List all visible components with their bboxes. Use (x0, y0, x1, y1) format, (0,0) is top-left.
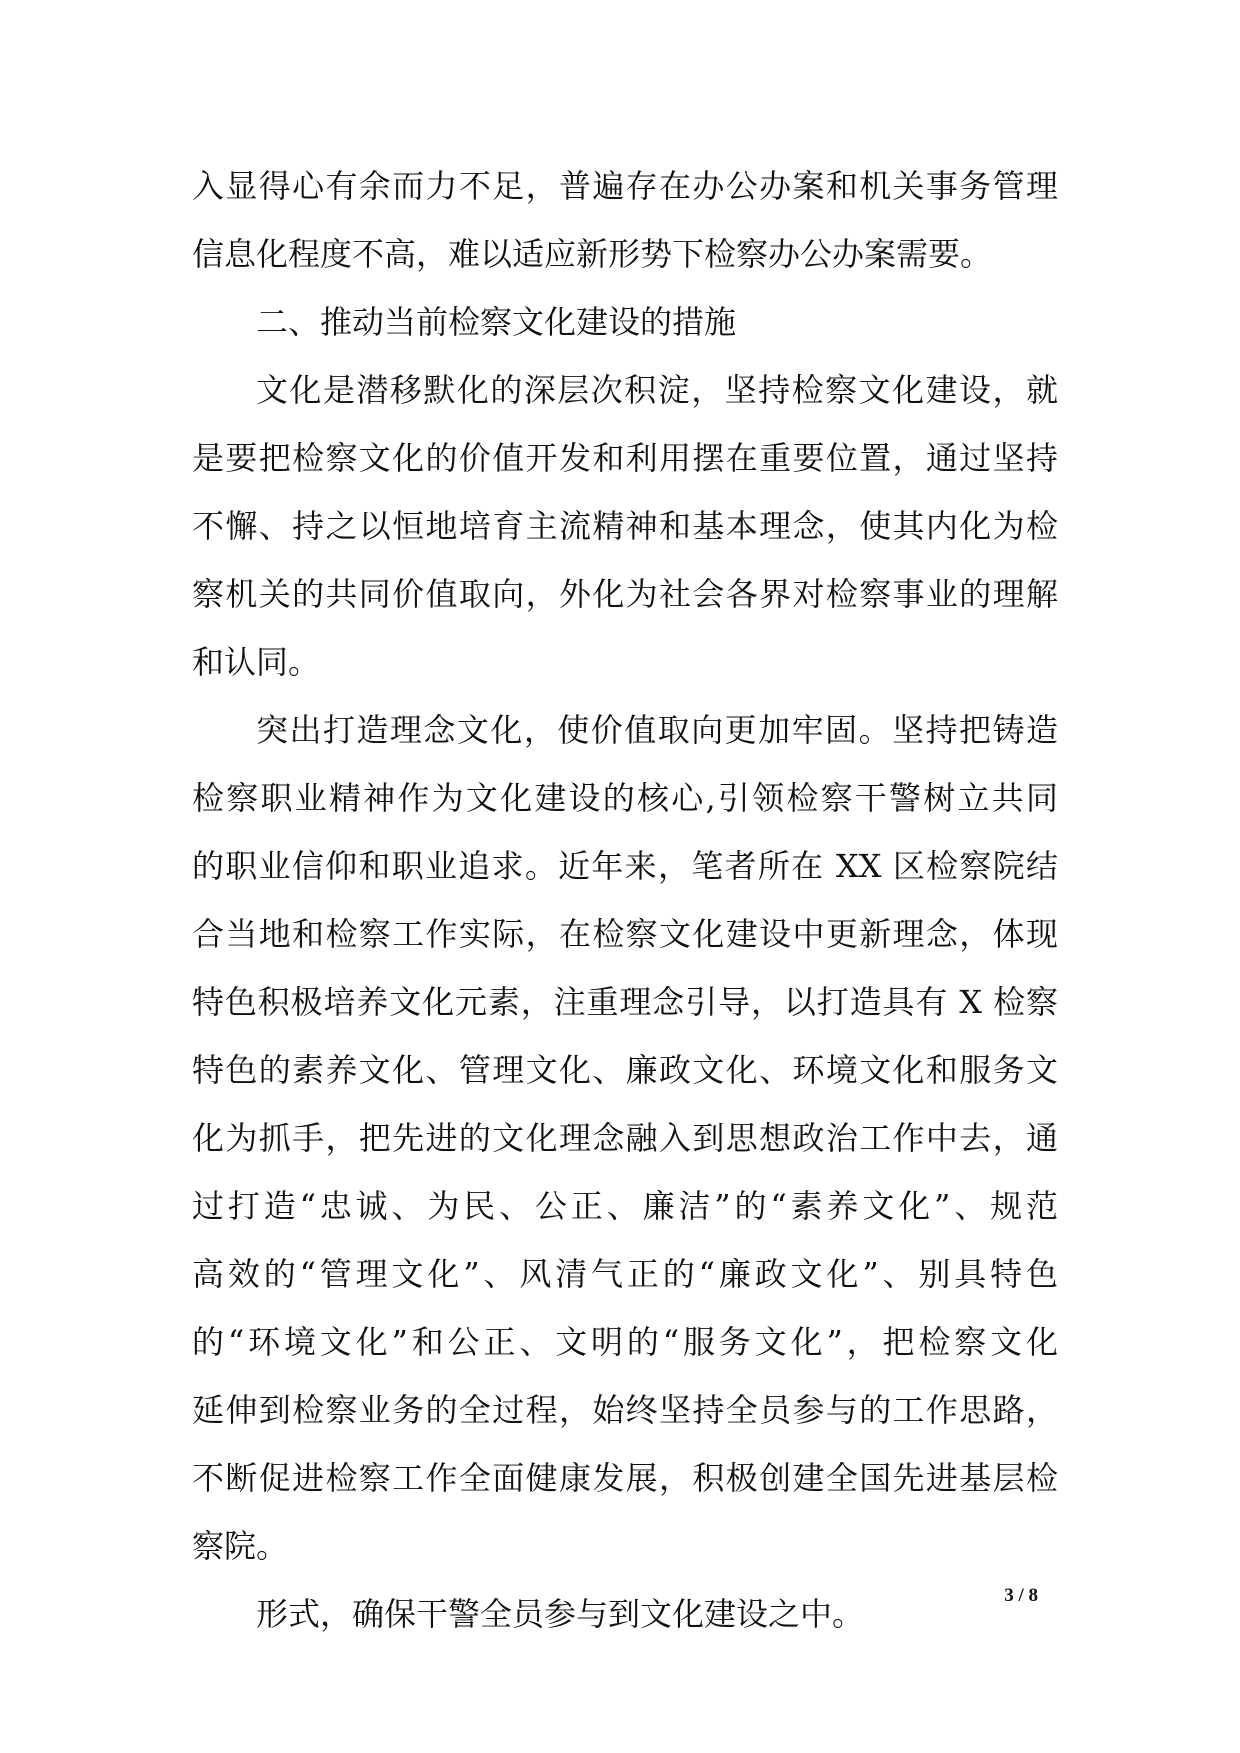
document-body (192, 152, 1058, 1648)
page-number: 3 / 8 (1004, 1585, 1038, 1606)
paragraph-line: 过打造“忠诚、为民、公正、廉洁”的“素养文化”、规范 (192, 1187, 1058, 1225)
paragraph-line: 文化是潜移默化的深层次积淀，坚持检察文化建设，就 (256, 371, 1058, 409)
paragraph-line: 的“环境文化”和公正、文明的“服务文化”，把检察文化 (192, 1323, 1058, 1361)
paragraph-line: 和认同。 (192, 643, 321, 681)
paragraph-line: 特色积极培养文化元素，注重理念引导，以打造具有 X 检察 (192, 983, 1058, 1021)
paragraph-line: 察院。 (192, 1527, 289, 1565)
paragraph-line: 特色的素养文化、管理文化、廉政文化、环境文化和服务文 (192, 1051, 1058, 1089)
paragraph-line: 检察职业精神作为文化建设的核心,引领检察干警树立共同 (192, 779, 1058, 817)
section-heading: 二、推动当前检察文化建设的措施 (256, 303, 737, 341)
paragraph-line: 不懈、持之以恒地培育主流精神和基本理念，使其内化为检 (192, 507, 1058, 545)
paragraph-line: 化为抓手，把先进的文化理念融入到思想政治工作中去，通 (192, 1119, 1058, 1157)
paragraph-fragment-line: 入显得心有余而力不足，普遍存在办公办案和机关事务管理 (192, 167, 1058, 205)
paragraph-line: 不断促进检察工作全面健康发展，积极创建全国先进基层检 (192, 1459, 1058, 1497)
paragraph-line: 是要把检察文化的价值开发和利用摆在重要位置，通过坚持 (192, 439, 1058, 477)
paragraph-line: 形式，确保干警全员参与到文化建设之中。 (256, 1595, 865, 1633)
paragraph-line: 高效的“管理文化”、风清气正的“廉政文化”、别具特色 (192, 1255, 1058, 1293)
paragraph-line: 合当地和检察工作实际，在检察文化建设中更新理念，体现 (192, 915, 1058, 953)
paragraph-fragment-line: 信息化程度不高，难以适应新形势下检察办公办案需要。 (192, 235, 993, 273)
paragraph-line: 察机关的共同价值取向，外化为社会各界对检察事业的理解 (192, 575, 1058, 613)
paragraph-line: 延伸到检察业务的全过程，始终坚持全员参与的工作思路， (192, 1391, 1058, 1429)
paragraph-line: 的职业信仰和职业追求。近年来，笔者所在 XX 区检察院结 (192, 847, 1058, 885)
paragraph-line: 突出打造理念文化，使价值取向更加牢固。坚持把铸造 (256, 711, 1058, 749)
